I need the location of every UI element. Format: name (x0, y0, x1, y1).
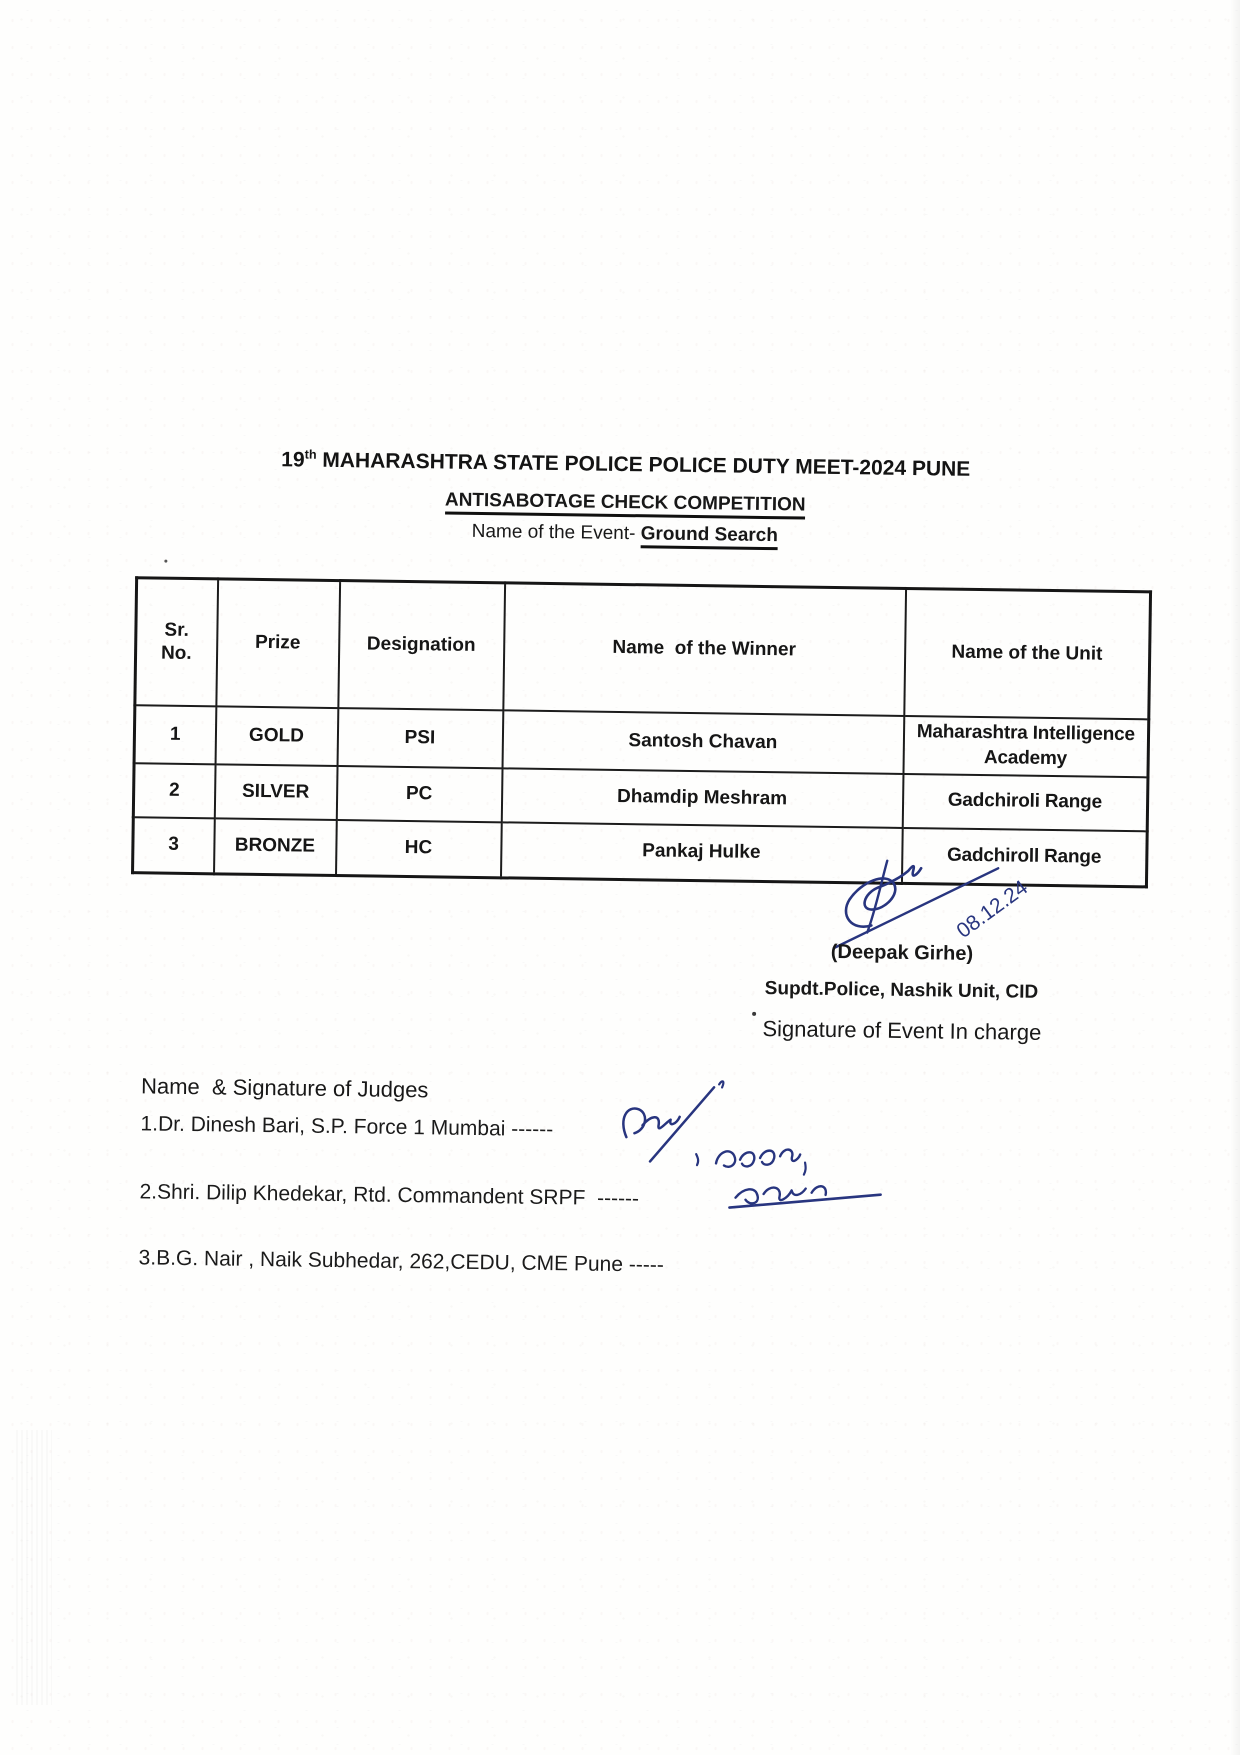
judge-entry-2: 2.Shri. Dilip Khedekar, Rtd. Commandent SRPF ------ (139, 1180, 640, 1211)
scan-speck (752, 1012, 756, 1016)
cell-winner: Dhamdip Meshram (501, 768, 903, 828)
officer-name: (Deepak Girhe) (830, 940, 974, 965)
cell-sr-no: 2 (133, 763, 215, 818)
event-name-line (5, 514, 1240, 553)
cell-unit: Maharashtra Intelligence Academy (903, 715, 1149, 776)
cell-prize: SILVER (214, 764, 337, 820)
column-header-designation: Designation (338, 581, 505, 710)
cell-designation: PSI (337, 708, 503, 768)
cell-designation: PC (336, 766, 502, 822)
scanner-edge-shade (1230, 0, 1240, 1755)
title-block (5, 443, 1240, 553)
cell-designation: HC (336, 820, 502, 878)
document-title: 19th MAHARASHTRA STATE POLICE POLICE DUTY MEET-2024 PUNE (281, 447, 971, 481)
event-label: Name of the Event- (471, 520, 641, 545)
column-header-unit: Name of the Unit (904, 588, 1151, 718)
scan-noise-streak (16, 1430, 52, 1705)
judges-heading: Name & Signature of Judges (140, 1073, 429, 1103)
table-header-row (135, 578, 1151, 719)
cell-prize: GOLD (215, 706, 338, 766)
column-header-prize: Prize (216, 579, 340, 708)
cell-winner: Pankaj Hulke (500, 822, 902, 884)
cell-winner: Santosh Chavan (502, 710, 904, 774)
competition-subtitle: ANTISABOTAGE CHECK COMPETITION (5, 483, 1240, 522)
column-header-winner: Name of the Winner (503, 583, 906, 716)
event-value: Ground Search (640, 523, 778, 550)
results-table (131, 576, 1152, 888)
column-header-sr-no: Sr. No. (135, 578, 218, 706)
cell-unit: Gadchiroll Range (901, 827, 1147, 886)
judge2-signature-ink (707, 1139, 886, 1223)
handwritten-date: 08.12.24 (952, 875, 1033, 943)
ordinal-superscript: th (304, 447, 317, 462)
officer-designation: Supdt.Police, Nashik Unit, CID (764, 978, 1039, 1003)
cell-unit: Gadchiroli Range (902, 773, 1148, 830)
judge-entry-3: 3.B.G. Nair , Naik Subhedar, 262,CEDU, CME Pune ----- (138, 1246, 664, 1277)
cell-sr-no: 3 (133, 817, 215, 874)
scan-speck (164, 560, 167, 563)
cell-sr-no: 1 (134, 705, 216, 764)
cell-prize: BRONZE (214, 818, 337, 876)
judge-entry-1: 1.Dr. Dinesh Bari, S.P. Force 1 Mumbai ------ (140, 1112, 554, 1142)
signature-caption: Signature of Event In charge (762, 1016, 1042, 1045)
